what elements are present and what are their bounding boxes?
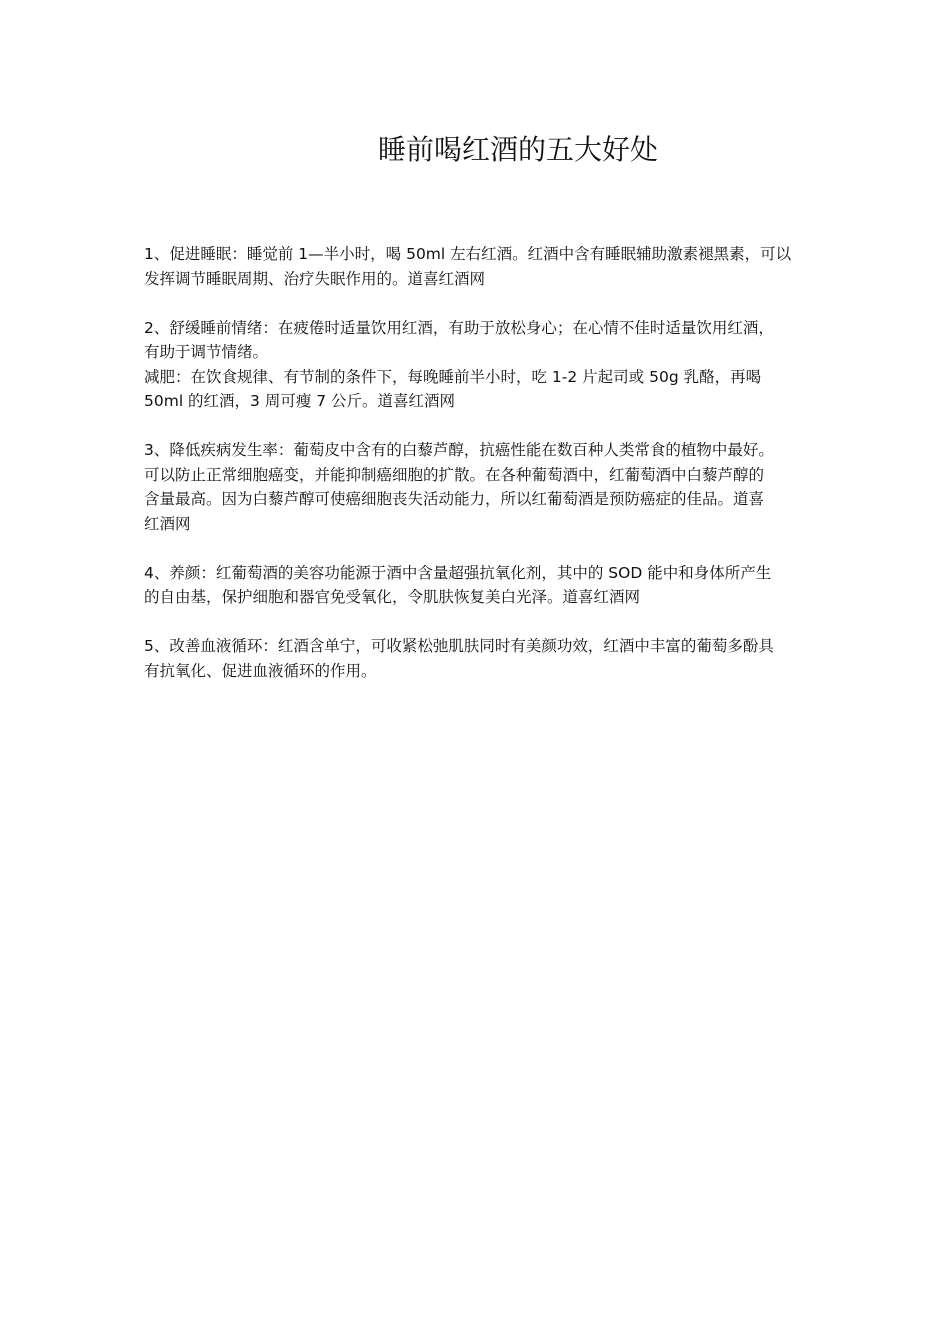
paragraph-beauty <box>144 561 810 610</box>
paragraph-line: 发挥调节睡眠周期、治疗失眠作用的。道喜红酒网 <box>144 269 486 288</box>
paragraph-line: 含量最高。因为白藜芦醇可使癌细胞丧失活动能力，所以红葡萄酒是预防癌症的佳品。道喜 <box>144 490 765 508</box>
document-title: 睡前喝红酒的五大好处 <box>377 133 658 166</box>
paragraph-line: 有助于调节情绪。 <box>144 343 269 361</box>
document-body <box>144 242 810 708</box>
paragraph-line: 3、降低疾病发生率：葡萄皮中含有的白藜芦醇，抗癌性能在数百种人类常食的植物中最好。 <box>144 441 774 459</box>
paragraph-line: 红酒网 <box>144 514 191 533</box>
paragraph-line: 有抗氧化、促进血液循环的作用。 <box>144 661 377 680</box>
paragraph-line: 5、改善血液循环：红酒含单宁，可收紧松弛肌肤同时有美颜功效，红酒中丰富的葡萄多酚具 <box>144 637 774 655</box>
paragraph-line: 1、促进睡眠：睡觉前 1—半小时，喝 50ml 左右红酒。红酒中含有睡眠辅助激素褪黑素，可以 <box>144 245 792 263</box>
paragraph-line: 减肥：在饮食规律、有节制的条件下，每晚睡前半小时，吃 1-2 片起司或 50g 乳酪，再喝 <box>144 367 762 386</box>
paragraph-sleep <box>144 242 810 291</box>
paragraph-disease <box>144 438 810 536</box>
paragraph-mood <box>144 316 810 414</box>
paragraph-line: 的自由基，保护细胞和器官免受氧化，令肌肤恢复美白光泽。道喜红酒网 <box>144 588 641 606</box>
paragraph-line: 4、养颜：红葡萄酒的美容功能源于酒中含量超强抗氧化剂，其中的 SOD 能中和身体所产生 <box>144 563 772 582</box>
paragraph-circulation <box>144 634 810 683</box>
paragraph-line: 2、舒缓睡前情绪：在疲倦时适量饮用红酒，有助于放松身心；在心情不佳时适量饮用红酒， <box>144 318 774 337</box>
paragraph-line: 可以防止正常细胞癌变，并能抑制癌细胞的扩散。在各种葡萄酒中，红葡萄酒中白藜芦醇的 <box>144 465 765 484</box>
paragraph-line: 50ml 的红酒，3 周可瘦 7 公斤。道喜红酒网 <box>144 392 456 410</box>
